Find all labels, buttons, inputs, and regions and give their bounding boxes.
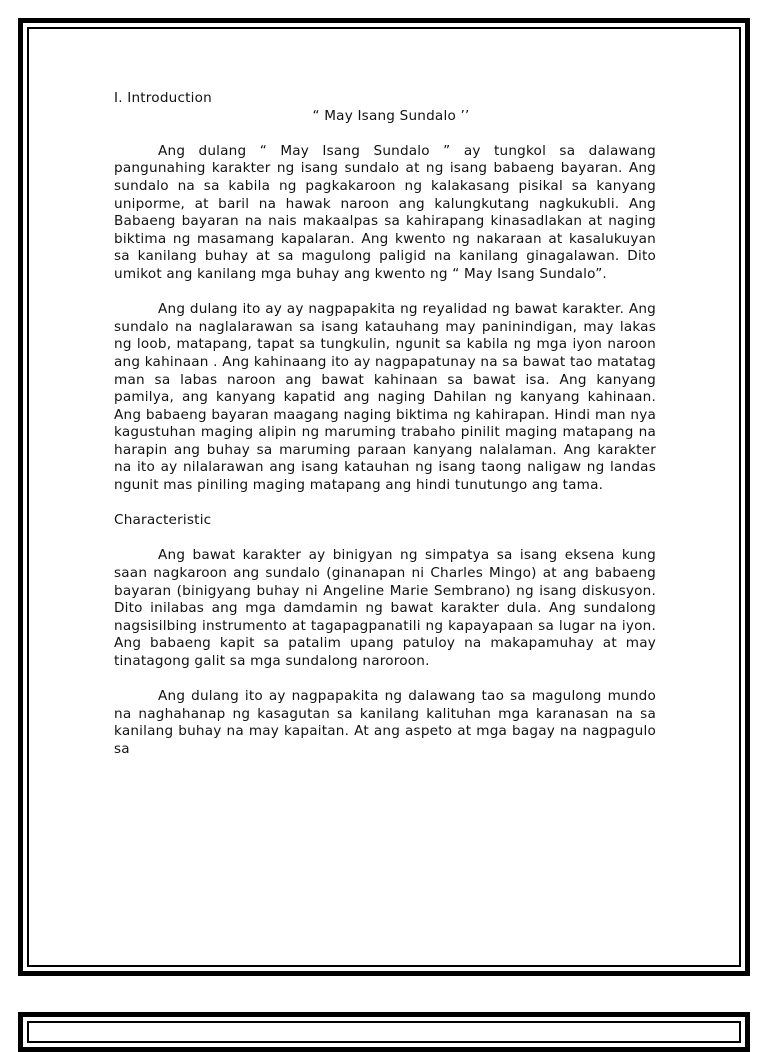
play-title: “ May Isang Sundalo ’’ [312, 107, 470, 124]
intro-paragraph-2: Ang dulang ito ay ay nagpapakita ng reyalidad ng bawat karakter. Ang sundalo na naglalarawan sa isang katauhang may paninindigan, may lakas ng loob, matapang, tapat sa tungkulin, ngunit sa kabila ng mga iyon naroon ang kahinaan . Ang kahinaang ito ay nagpapatunay na sa bawat tao matatag man sa labas naroon ang bawat kahinaan sa bawat isa. Ang kanyang pamilya, ang kanyang kapatid ang naging Dahilan ng kanyang kahinaan. Ang babaeng bayaran maagang naging biktima ng kahirapan. Hindi man nya kagustuhan maging alipin ng maruming trabaho pinilit maging matapang na harapin ang buhay sa maruming paraan kanyang nalalaman. Ang karakter na ito ay nilalarawan ang isang katauhan ng isang taong naligaw ng landas ngunit mas piniling maging matapang ang hindi tunutungo ang tama. [114, 301, 656, 494]
document-body [114, 90, 656, 759]
intro-paragraph-1: Ang dulang “ May Isang Sundalo ” ay tungkol sa dalawang pangunahing karakter ng isang sundalo at ng isang babaeng bayaran. Ang sundalo na sa kabila ng pagkakaroon ng kalakasang pisikal sa kanyang uniporme, at baril na hawak naroon ang kalungkutang nagkukubli. Ang Babaeng bayaran na nais makaalpas sa kahirapang kinasadlakan at naging biktima ng masamang kapalaran. Ang kwento ng nakaraan at kasalukuyan sa kanilang buhay at sa magulong paligid na kanilang ginagalawan. Dito umikot ang kanilang mga buhay ang kwento ng “ May Isang Sundalo”. [114, 142, 656, 282]
characteristic-heading: Characteristic [114, 512, 212, 529]
next-page-border [18, 1012, 750, 1052]
section-title: I. Introduction [114, 90, 212, 106]
characteristic-paragraph-2: Ang dulang ito ay nagpapakita ng dalawang tao sa magulong mundo na naghahanap ng kasagutan sa kanilang kalituhan mga karanasan na sa kanilang buhay na may kapaitan. At ang aspeto at mga bagay na nagpagulo sa [114, 688, 656, 757]
characteristic-paragraph-1: Ang bawat karakter ay binigyan ng simpatya sa isang eksena kung saan nagkaroon ang sundalo (ginanapan ni Charles Mingo) at ang babaeng bayaran (binigyang buhay ni Angeline Marie Sembrano) ng isang diskusyon. Dito inilabas ang mga damdamin ng bawat karakter dula. Ang sundalong nagsisilbing instrumento at tagapagpanatili ng kapayapaan sa lugar na iyon. Ang babaeng kapit sa patalim upang patuloy na makapamuhay at may tinatagong galit sa mga sundalong naroroon. [114, 547, 656, 669]
